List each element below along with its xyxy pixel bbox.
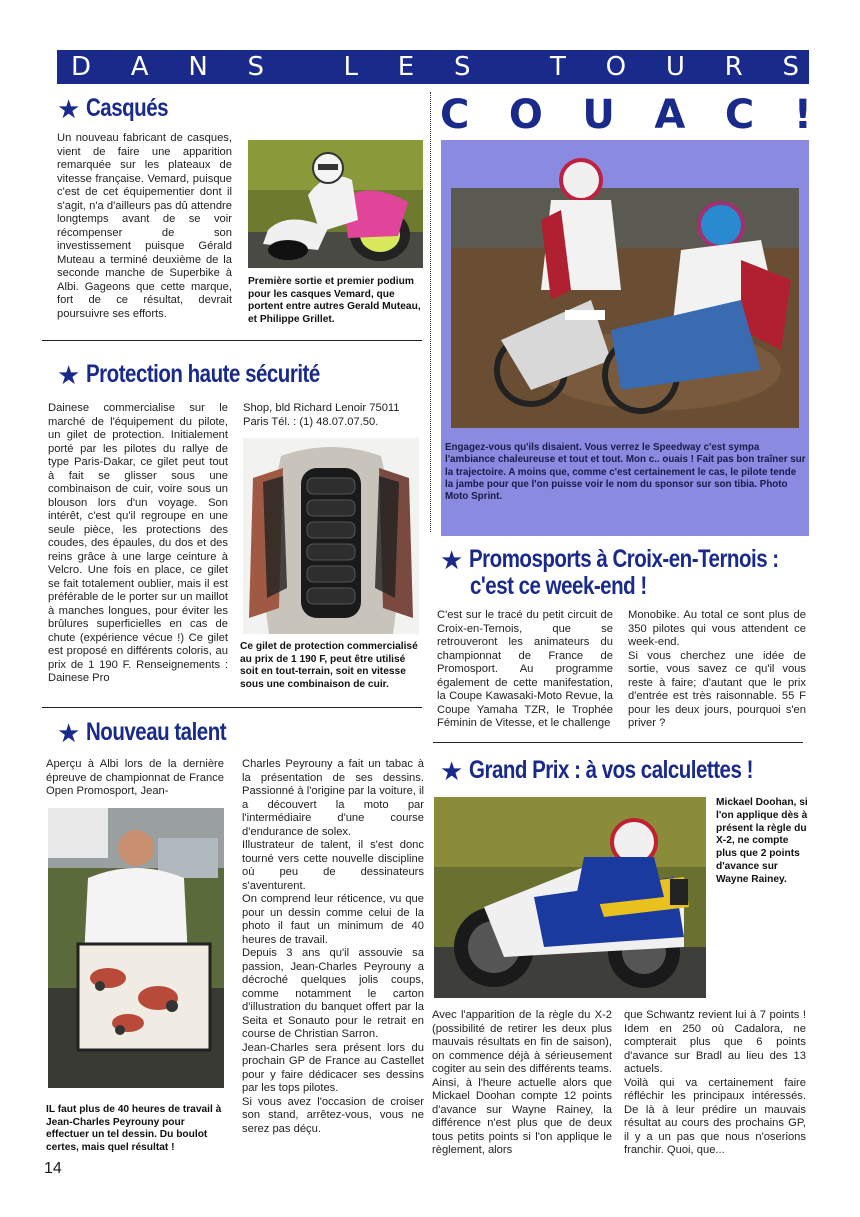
- grandprix-col1: Avec l'apparition de la règle du X-2 (possibilité de retirer les deux plus mauvais résultats en fin de saison), on commence déjà à sérieusement cogiter au sein des différents teams. Ainsi, à l'heure actuelle alors que Mickael Doohan compte 12 points d'avance sur Wayne Rainey, la différence n'est plus que de deux tous petits points si l'on applique le règlement, alors: [432, 1009, 612, 1156]
- banner-letter: E: [397, 52, 415, 82]
- banner-letter: A: [130, 52, 149, 82]
- star-icon: ★: [57, 93, 81, 124]
- protection-body-continued: Shop, bld Richard Lenoir 75011 Paris Tél. : (1) 48.07.07.50.: [243, 402, 400, 428]
- star-icon: ★: [57, 359, 81, 390]
- couac-letter: !: [793, 92, 812, 138]
- casques-photo: [248, 140, 423, 268]
- talent-photo: [48, 808, 224, 1088]
- talent-body: Charles Peyrouny a fait un tabac à la présentation de ses dessins. Passionné à l'origine par la voiture, il a découvert la moto par l'intermédiaire d'une course d'endurance de solex. Illustrateur de talent, il s'est donc tourné vers cette nouvelle discipline où peu de dessinateurs s'aventurent. On comprend leur réticence, vu que pour un dessin comme celui de la photo il faut un minimum de 40 heures de travail. Depuis 3 ans qu'il assouvie sa passion, Jean-Charles Peyrouny a décroché quelques jolis coups, comme notamment le carton d'illustration du banquet offert par la Seita et Sonauto pour le retrait en course de Christian Sarron. Jean-Charles sera présent lors du prochain GP de France au Castellet pour y faire dédicacer ses dessins par les tops pilotes. Si vous avez l'occasion de croiser son stand, arrêtez-vous, vous ne serez pas déçu.: [242, 758, 424, 1135]
- couac-title: [440, 92, 812, 138]
- grandprix-caption: Mickael Doohan, si l'on applique dès à présent la règle du X-2, ne compte plus que 2 points d'avance sur Wayne Rainey.: [716, 797, 808, 885]
- section-rule: [433, 742, 803, 743]
- casques-body: Un nouveau fabricant de casques, vient de faire une apparition remarquée sur les plateaux de vitesse française. Vemard, puisque c'est de cet équipementier dont il s'agit, n'a d'ailleurs pas dû attendre longtemps avant de se voir récompenser de son investissement puisque Gérald Muteau a terminé deuxième de la seconde manche de Superbike à Albi. Gageons que cette marque, fort de ce résultat, devrait poursuivre ses efforts.: [57, 132, 232, 320]
- speedway-caption: Engagez-vous qu'ils disaient. Vous verrez le Speedway c'est sympa l'ambiance chaleureuse et tout et tout. Mon c.. ouais ! Fait pas bon traîner sur la trajectoire. A moins que, comme c'est certainement le cas, le pilote tende la jambe pour que l'on puisse voir le nom du sponsor sur son tibia. Photo Moto Sprint.: [445, 442, 806, 503]
- casques-title: Casqués: [86, 94, 169, 122]
- banner-letter: U: [665, 52, 685, 82]
- couac-letter: U: [582, 92, 615, 138]
- talent-caption: IL faut plus de 40 heures de travail à Jean-Charles Peyrouny pour effectuer un tel dessin. Du boulot certes, mais quel résultat !: [46, 1104, 222, 1153]
- column-divider: [430, 92, 431, 532]
- protection-body: Dainese commercialise sur le marché de l'équipement du pilote, un gilet de protection. Initialement porté par les pilotes du rallye de type Paris-Dakar, ce gilet peut tout à fait se glisser sous une combinaison de cuir, voire sous un blouson lors d'un voyage. Son intérêt, c'est qu'il regroupe en une seule pièce, les protections des coudes, des épaules, du dos et des reins grâce à une large ceinture à Velcro. Une fois en place, ce gilet se fait totalement oublier, mais il est préférable de le porter sur un maillot à manches longues, pour éviter les brûlures superficielles en cas de chute (expérience vécue !) Ce gilet est proposé en différents coloris, au prix de 1 190 F. Renseignements : Dainese Pro: [48, 402, 228, 684]
- promosports-title-line1: Promosports à Croix-en-Ternois :: [469, 545, 779, 573]
- couac-letter: O: [508, 92, 543, 138]
- grandprix-title: Grand Prix : à vos calculettes !: [469, 756, 754, 784]
- talent-heading: [57, 718, 257, 747]
- banner-letter: O: [605, 52, 627, 82]
- protection-heading: [57, 360, 371, 389]
- star-icon: ★: [440, 544, 464, 575]
- speedway-photo-panel: [441, 140, 809, 536]
- page-number: 14: [44, 1160, 62, 1177]
- section-rule: [42, 340, 422, 341]
- promosports-col1: C'est sur le tracé du petit circuit de Croix-en-Ternois, que se retrouveront les animateurs du championnat de France de Promosport. Au programme également de cette manifestation, la Coupe Kawasaki-Moto Revue, la Coupe Yamaha TZR, le Trophée Féminin de Vitesse, et le challenge: [437, 609, 613, 729]
- section-banner: [57, 50, 809, 84]
- banner-letter: S: [782, 52, 799, 82]
- promosports-title-line2: c'est ce week-end !: [470, 572, 647, 600]
- banner-letter: S: [247, 52, 265, 82]
- promosports-col2: Monobike. Au total ce sont plus de 350 pilotes qui vous attendent ce week-end. Si vous cherchez une idée de sortie, vous savez ce qu'il vous reste à faire; d'autant que le prix d'entrée est très raisonnable. 55 F pour les deux jours, pourquoi s'en priver ?: [628, 609, 806, 729]
- promosports-heading-line2: [470, 572, 685, 601]
- casques-heading: [57, 94, 186, 123]
- banner-letter: N: [188, 52, 208, 82]
- couac-letter: A: [654, 92, 686, 138]
- promosports-heading: [440, 545, 847, 574]
- protection-title: Protection haute sécurité: [86, 360, 321, 388]
- grandprix-photo: [434, 797, 706, 998]
- star-icon: ★: [57, 717, 81, 748]
- banner-letter: L: [343, 52, 359, 82]
- banner-letter: R: [724, 52, 743, 82]
- couac-letter: C: [440, 92, 470, 138]
- protection-caption: Ce gilet de protection commercialisé au prix de 1 190 F, peut être utilisé soit en tout-terrain, soit en vitesse sous une combinaison de cuir.: [240, 641, 418, 690]
- banner-letter: T: [550, 52, 566, 82]
- grandprix-heading: [440, 756, 816, 785]
- banner-letter: D: [71, 52, 92, 82]
- talent-title: Nouveau talent: [86, 718, 227, 746]
- talent-intro: Aperçu à Albi lors de la dernière épreuve de championnat de France Open Promosport, Jean-: [46, 758, 224, 797]
- star-icon: ★: [440, 755, 464, 786]
- protection-photo: [243, 438, 419, 634]
- banner-letter: S: [453, 52, 471, 82]
- grandprix-col2: que Schwantz revient lui à 7 points ! Idem en 250 où Cadalora, ne compterait plus que 6 points d'avance sur Bradl au lieu des 13 actuels. Voilà qui va certainement faire réfléchir les principaux intéressés. De là à leur prédire un mauvais résultat au cours des prochains GP, il y a un pas que nous n'oserions franchir. Quoi, que...: [624, 1009, 806, 1156]
- section-rule: [42, 707, 422, 708]
- casques-caption: Première sortie et premier podium pour les casques Vemard, que portent entre autres Gerald Muteau, et Philippe Grillet.: [248, 276, 421, 325]
- couac-letter: C: [724, 92, 755, 138]
